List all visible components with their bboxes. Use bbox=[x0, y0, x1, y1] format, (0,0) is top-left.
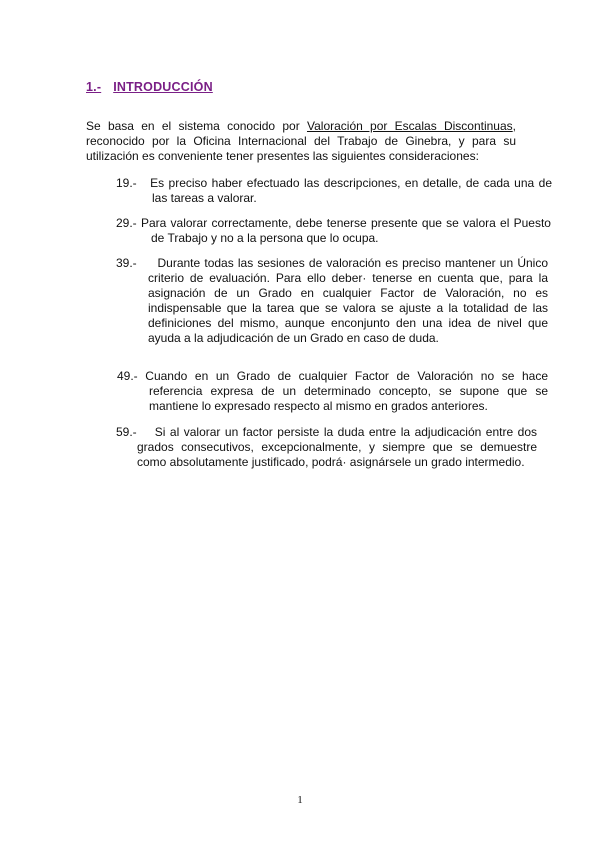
intro-text-before: Se basa en el sistema conocido por bbox=[86, 119, 307, 133]
list-item-number: 39.- bbox=[116, 256, 137, 270]
list-item-number: 19.- bbox=[116, 176, 137, 190]
page-number: 1 bbox=[297, 794, 303, 806]
list-item-2 bbox=[116, 216, 551, 246]
list-item-number: 59.- bbox=[116, 425, 137, 439]
section-number: 1.- bbox=[86, 80, 102, 94]
intro-paragraph bbox=[86, 119, 516, 164]
list-item-number: 49.- bbox=[117, 369, 138, 383]
intro-underlined-term: Valoración por Escalas Discontinuas bbox=[306, 119, 513, 133]
list-item-text: Durante todas las sesiones de valoración es preciso mantener un Único criterio de evaluación. Para ello deber· tenerse en cuenta que, para la asignación de un Grado en cualquier Factor de Valoración, no es indispensable que la tarea que se valora se ajuste a la totalidad de las definiciones del mismo, aunque enconjunto den una idea de nivel que ayuda a la adjudicación de un Grado en caso de duda. bbox=[148, 256, 548, 345]
list-item-text: Si al valorar un factor persiste la duda entre la adjudicación entre dos grados consecutivos, excepcionalmente, y siempre que se demuestre como absolutamente justificado, podrá· asignársele un grado intermedio. bbox=[137, 425, 537, 469]
list-item-text: Para valorar correctamente, debe tenerse presente que se valora el Puesto de Trabajo y no a la persona que lo ocupa. bbox=[140, 216, 551, 245]
list-item-text: Es preciso haber efectuado las descripciones, en detalle, de cada una de las tareas a valorar. bbox=[150, 176, 552, 205]
list-item-5 bbox=[116, 425, 537, 470]
intro-text-after: , reconocido por la Oficina Internacional del Trabajo de Ginebra, y para su utilización es conveniente tener presentes las siguientes consideraciones: bbox=[86, 119, 517, 163]
section-heading bbox=[86, 80, 213, 94]
section-title: INTRODUCCIÓN bbox=[113, 80, 213, 94]
list-item-4 bbox=[117, 369, 548, 414]
list-item-1 bbox=[116, 176, 552, 206]
list-item-3 bbox=[116, 256, 548, 346]
list-item-number: 29.- bbox=[116, 216, 137, 230]
list-item-text: Cuando en un Grado de cualquier Factor de Valoración no se hace referencia expresa de un determinado concepto, se supone que se mantiene lo expresado respecto al mismo en grados anteriores. bbox=[145, 369, 548, 413]
